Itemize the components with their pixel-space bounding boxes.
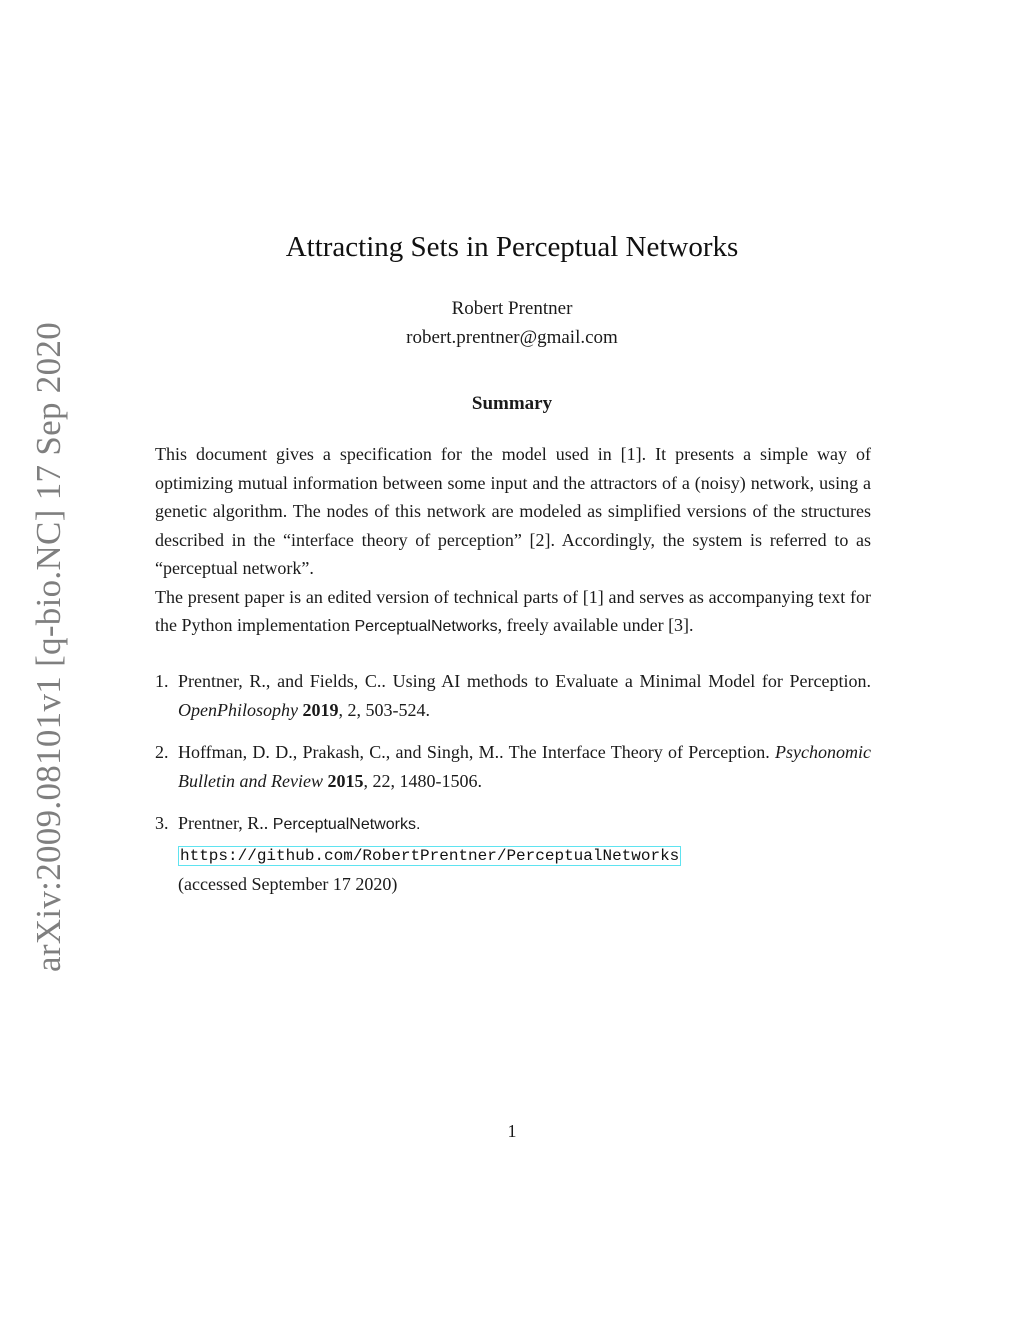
- reference-item: [155, 738, 871, 795]
- summary-body: [155, 440, 871, 642]
- author-email[interactable]: robert.prentner@gmail.com: [406, 327, 618, 348]
- reference-item: [155, 809, 871, 899]
- reference-authors: Prentner, R..: [178, 813, 273, 833]
- reference-number: 1.: [155, 671, 169, 691]
- paper-title: Attracting Sets in Perceptual Networks: [285, 231, 739, 263]
- reference-year: 2015: [327, 770, 364, 791]
- author-name: Robert Prentner: [451, 298, 573, 319]
- reference-details: , 2, 503-524.: [338, 699, 430, 720]
- page-number: 1: [507, 1121, 517, 1141]
- reference-authors: Prentner, R., and Fields, C.. Using AI methods to Evaluate a Minimal Model for Perception.: [178, 671, 871, 691]
- reference-number: 2.: [155, 742, 169, 762]
- summary-paragraph-2: [155, 583, 871, 642]
- reference-item: [155, 667, 871, 724]
- reference-number: 3.: [155, 813, 169, 833]
- github-link[interactable]: https://github.com/RobertPrentner/PerceptualNetworks: [180, 846, 680, 865]
- software-name: PerceptualNetworks: [354, 618, 498, 635]
- reference-list: [155, 667, 871, 913]
- summary-paragraph-1: This document gives a specification for the model used in [1]. It presents a simple way of optimizing mutual information between some input and the attractors of a (noisy) network, using a genetic algorithm. The nodes of this network are modeled as simplified versions of the structures described in the “interface theory of perception” [2]. Accordingly, the system is referred to as “perceptual network”.: [155, 444, 871, 578]
- reference-accessed: (accessed September 17 2020): [178, 874, 398, 894]
- summary-heading: Summary: [471, 393, 553, 414]
- summary-paragraph-2-end: , freely available under [3].: [497, 615, 694, 635]
- arxiv-identifier: arXiv:2009.08101v1 [q-bio.NC] 17 Sep 2020: [29, 321, 68, 973]
- reference-year: 2019: [302, 699, 339, 720]
- reference-journal: OpenPhilosophy: [178, 699, 298, 720]
- reference-journal: Psychonomic Bulletin and Review: [178, 742, 871, 791]
- reference-software: PerceptualNetworks: [272, 816, 416, 833]
- summary-paragraph-2-text: The present paper is an edited version of technical parts of [1] and serves as accompanying text for the Python implementation: [155, 586, 871, 635]
- reference-details: , 22, 1480-1506.: [363, 770, 482, 791]
- reference-separator: .: [415, 816, 421, 833]
- reference-authors: Hoffman, D. D., Prakash, C., and Singh, M.. The Interface Theory of Perception.: [178, 742, 776, 762]
